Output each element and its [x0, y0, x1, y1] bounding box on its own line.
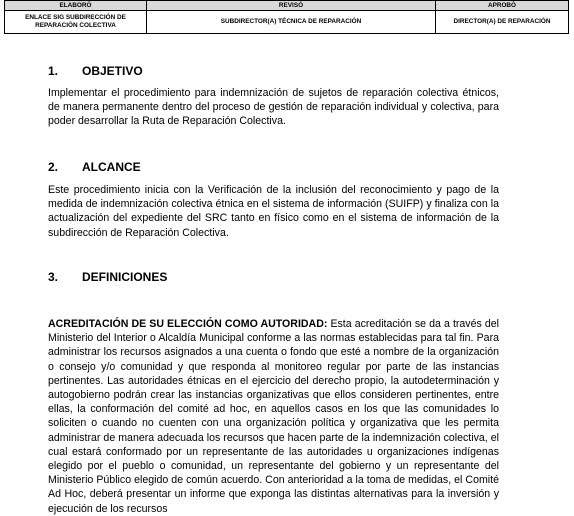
section-title: DEFINICIONES — [82, 270, 168, 284]
definition-acreditacion — [48, 317, 499, 516]
section-alcance-heading — [48, 160, 141, 174]
section-definiciones-heading — [48, 270, 167, 284]
signature-header-row — [5, 1, 569, 11]
section-objetivo-text: Implementar el procedimiento para indemnización de sujetos de reparación colectiva étnicos, de manera permanente dentro del proceso de gestión de reparación individual y colectiva, para poder desarrollar la Ruta de Reparación Colectiva. — [48, 87, 499, 128]
section-objetivo-heading — [48, 64, 143, 78]
section-title: ALCANCE — [82, 160, 141, 174]
signature-table — [4, 0, 569, 34]
signature-value-row — [5, 11, 569, 34]
header-aprobo: APROBÓ — [436, 1, 569, 11]
definition-term: ACREDITACIÓN DE SU ELECCIÓN COMO AUTORIDAD: — [48, 318, 328, 330]
header-elaboro: ELABORÓ — [5, 1, 147, 11]
value-aprobo: DIRECTOR(A) DE REPARACIÓN — [436, 11, 569, 34]
definition-text: Esta acreditación se da a través del Ministerio del Interior o Alcaldía Municipal conforme a las normas establecidas para tal fin. Para administrar los recursos asignados a una cuenta o fondo que esté a nombre de la organización o consejo y/o comunidad y que responda al monitoreo regular por parte de las instancias pertinentes. Las autoridades étnicas en el ejercicio del derecho propio, la autodeterminación y autogobierno podrán crear las instancias organizativas que ellos consideren pertinentes, entre ellas, la conformación del comité ad hoc, en aquellos casos en los que las comunidades lo soliciten o cuando no cuenten con una organización política y organizativa que les permita administrar de manera adecuada los recursos que hacen parte de la indemnización colectiva, el cual estará conformado por un representante de las autoridades u organizaciones indígenas elegido por el pueblo o comunidad, un representante del gobierno y un representante del Ministerio Público elegido de común acuerdo. Con anterioridad a la toma de medidas, el Comité Ad Hoc, deberá presentar un informe que exponga las distintas alternativas para la inversión y ejecución de los recursos — [48, 318, 499, 515]
section-number: 3. — [48, 270, 59, 284]
value-elaboro: ENLACE SIG SUBDIRECCIÓN DE REPARACIÓN COLECTIVA — [5, 11, 147, 34]
section-title: OBJETIVO — [82, 64, 143, 78]
header-reviso: REVISÓ — [147, 1, 436, 11]
section-alcance-text: Este procedimiento inicia con la Verificación de la inclusión del reconocimiento y pago de la medida de indemnización colectiva étnica en el sistema de información (SUIFP) y finaliza con la actualización del expediente del SRC tanto en físico como en el sistema de información de la subdirección de Reparación Colectiva. — [48, 184, 499, 239]
value-reviso: SUBDIRECTOR(A) TÉCNICA DE REPARACIÓN — [147, 11, 436, 34]
section-number: 2. — [48, 160, 59, 174]
section-number: 1. — [48, 64, 59, 78]
